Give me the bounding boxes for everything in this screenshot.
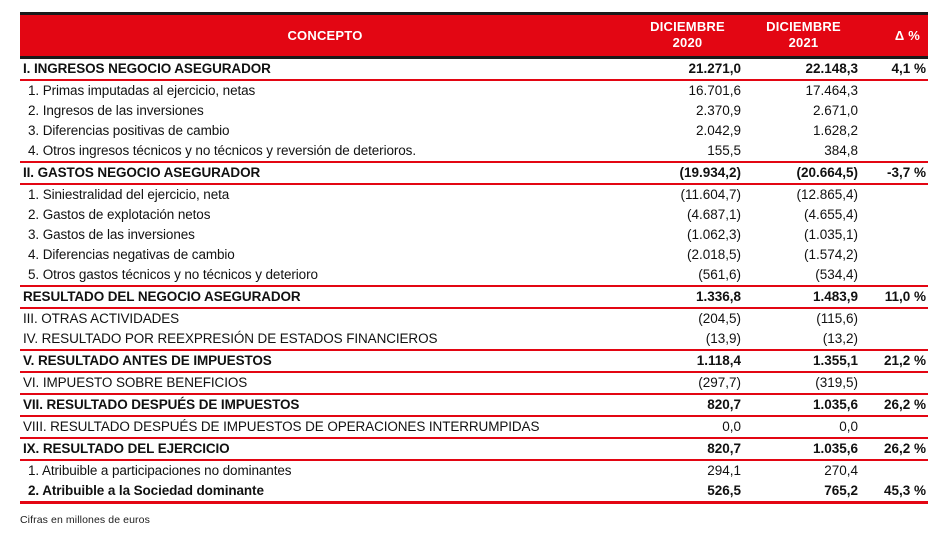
value-2021-cell: 1.035,6 — [812, 441, 858, 456]
delta-percent-cell — [862, 265, 928, 286]
delta-percent-cell: -3,7 % — [886, 165, 926, 180]
delta-percent-cell: 26,2 % — [883, 441, 926, 456]
concept-cell: III. OTRAS ACTIVIDADES — [23, 311, 180, 326]
column-header-diciembre-2021 — [745, 14, 862, 58]
value-2021-cell: (534,4) — [815, 267, 858, 282]
concept-cell: 1. Primas imputadas al ejercicio, netas — [28, 83, 256, 98]
delta-percent-cell: 21,2 % — [883, 353, 926, 368]
detail-row — [20, 416, 928, 438]
income-statement-table — [20, 12, 928, 504]
detail-row — [20, 205, 928, 225]
value-2021-cell: (319,5) — [815, 375, 858, 390]
detail-row — [20, 121, 928, 141]
section-row — [20, 162, 928, 184]
concept-cell: VIII. RESULTADO DESPUÉS DE IMPUESTOS DE OPERACIONES INTERRUMPIDAS — [23, 419, 540, 434]
concept-cell: I. INGRESOS NEGOCIO ASEGURADOR — [23, 61, 271, 76]
concept-cell: 3. Gastos de las inversiones — [28, 227, 195, 242]
concept-cell: IX. RESULTADO DEL EJERCICIO — [23, 441, 230, 456]
delta-percent-cell — [862, 372, 928, 394]
column-header-concepto: CONCEPTO — [287, 28, 363, 43]
delta-percent-cell — [862, 205, 928, 225]
value-2021-cell: (13,2) — [822, 331, 858, 346]
value-2021-cell: 0,0 — [839, 419, 858, 434]
value-2021-cell: 17.464,3 — [805, 83, 858, 98]
concept-cell: 4. Otros ingresos técnicos y no técnicos y reversión de deterioros. — [28, 143, 416, 158]
value-2020-cell: (19.934,2) — [679, 165, 741, 180]
detail-row — [20, 80, 928, 101]
section-row — [20, 481, 928, 503]
value-2020-cell: 21.271,0 — [688, 61, 741, 76]
detail-row — [20, 184, 928, 205]
column-header-diciembre-2020 — [630, 14, 745, 58]
delta-percent-cell — [862, 329, 928, 350]
value-2020-cell: 1.118,4 — [696, 353, 741, 368]
delta-percent-cell: 11,0 % — [884, 289, 926, 304]
value-2020-cell: (1.062,3) — [686, 227, 741, 242]
value-2021-cell: 1.628,2 — [812, 123, 858, 138]
value-2020-cell: (561,6) — [698, 267, 741, 282]
value-2020-cell: 2.042,9 — [695, 123, 741, 138]
detail-row — [20, 372, 928, 394]
detail-row — [20, 460, 928, 481]
concept-cell: 4. Diferencias negativas de cambio — [28, 247, 235, 262]
column-header-diciembre-2021-line1: DICIEMBRE — [766, 19, 841, 35]
detail-row — [20, 329, 928, 350]
concept-cell: 2. Atribuible a la Sociedad dominante — [28, 483, 264, 498]
detail-row — [20, 265, 928, 286]
delta-percent-cell — [862, 80, 928, 101]
delta-percent-cell — [862, 121, 928, 141]
concept-cell: 1. Atribuible a participaciones no dominantes — [28, 463, 292, 478]
concept-cell: 3. Diferencias positivas de cambio — [28, 123, 230, 138]
value-2020-cell: 294,1 — [707, 463, 741, 478]
value-2021-cell: 1.355,1 — [812, 353, 858, 368]
units-note: Cifras en millones de euros — [20, 514, 150, 526]
delta-percent-cell — [862, 416, 928, 438]
value-2020-cell: 155,5 — [707, 143, 741, 158]
delta-percent-cell — [862, 141, 928, 162]
value-2020-cell: (204,5) — [698, 311, 741, 326]
detail-row — [20, 245, 928, 265]
concept-cell: RESULTADO DEL NEGOCIO ASEGURADOR — [23, 289, 301, 304]
concept-cell: 5. Otros gastos técnicos y no técnicos y deterioro — [28, 267, 318, 282]
concept-cell: 1. Siniestralidad del ejercicio, neta — [28, 187, 230, 202]
column-header-delta-percent: Δ % — [894, 28, 920, 43]
value-2021-cell: 22.148,3 — [805, 61, 858, 76]
value-2020-cell: 1.336,8 — [695, 289, 741, 304]
value-2021-cell: 384,8 — [824, 143, 858, 158]
value-2021-cell: 765,2 — [824, 483, 858, 498]
value-2020-cell: 526,5 — [707, 483, 741, 498]
value-2020-cell: (13,9) — [705, 331, 741, 346]
detail-row — [20, 225, 928, 245]
section-row — [20, 394, 928, 416]
value-2020-cell: 2.370,9 — [695, 103, 741, 118]
delta-percent-cell — [862, 225, 928, 245]
table-body — [20, 58, 928, 503]
value-2021-cell: 2.671,0 — [812, 103, 858, 118]
value-2021-cell: (20.664,5) — [796, 165, 858, 180]
value-2020-cell: (2.018,5) — [686, 247, 741, 262]
value-2020-cell: (4.687,1) — [686, 207, 741, 222]
delta-percent-cell — [862, 184, 928, 205]
delta-percent-cell: 26,2 % — [883, 397, 926, 412]
column-header-diciembre-2020-line2: 2020 — [672, 35, 703, 50]
value-2020-cell: 16.701,6 — [688, 83, 741, 98]
column-header-diciembre-2020-line1: DICIEMBRE — [650, 19, 725, 35]
delta-percent-cell: 45,3 % — [883, 483, 926, 498]
value-2021-cell: 1.035,6 — [812, 397, 858, 412]
concept-cell: IV. RESULTADO POR REEXPRESIÓN DE ESTADOS FINANCIEROS — [23, 331, 438, 346]
value-2021-cell: (12.865,4) — [796, 187, 858, 202]
value-2021-cell: (1.035,1) — [803, 227, 858, 242]
detail-row — [20, 101, 928, 121]
concept-cell: 2. Gastos de explotación netos — [28, 207, 211, 222]
section-row — [20, 350, 928, 372]
concept-cell: VII. RESULTADO DESPUÉS DE IMPUESTOS — [23, 397, 300, 412]
delta-percent-cell — [862, 245, 928, 265]
value-2020-cell: (297,7) — [698, 375, 741, 390]
value-2020-cell: (11.604,7) — [680, 187, 741, 202]
concept-cell: 2. Ingresos de las inversiones — [28, 103, 204, 118]
concept-cell: VI. IMPUESTO SOBRE BENEFICIOS — [23, 375, 248, 390]
detail-row — [20, 141, 928, 162]
value-2021-cell: 1.483,9 — [812, 289, 858, 304]
table-header — [20, 14, 928, 58]
value-2021-cell: 270,4 — [824, 463, 858, 478]
delta-percent-cell — [862, 308, 928, 329]
section-row — [20, 438, 928, 460]
value-2020-cell: 820,7 — [707, 397, 741, 412]
value-2020-cell: 820,7 — [707, 441, 741, 456]
section-row — [20, 286, 928, 308]
delta-percent-cell — [862, 101, 928, 121]
value-2021-cell: (115,6) — [816, 311, 858, 326]
concept-cell: V. RESULTADO ANTES DE IMPUESTOS — [23, 353, 272, 368]
header-row — [20, 14, 928, 58]
section-row — [20, 58, 928, 81]
concept-cell: II. GASTOS NEGOCIO ASEGURADOR — [23, 165, 261, 180]
value-2020-cell: 0,0 — [722, 419, 741, 434]
column-header-diciembre-2021-line2: 2021 — [788, 35, 819, 50]
delta-percent-cell — [862, 460, 928, 481]
value-2021-cell: (4.655,4) — [803, 207, 858, 222]
value-2021-cell: (1.574,2) — [803, 247, 858, 262]
delta-percent-cell: 4,1 % — [891, 61, 926, 76]
detail-row — [20, 308, 928, 329]
